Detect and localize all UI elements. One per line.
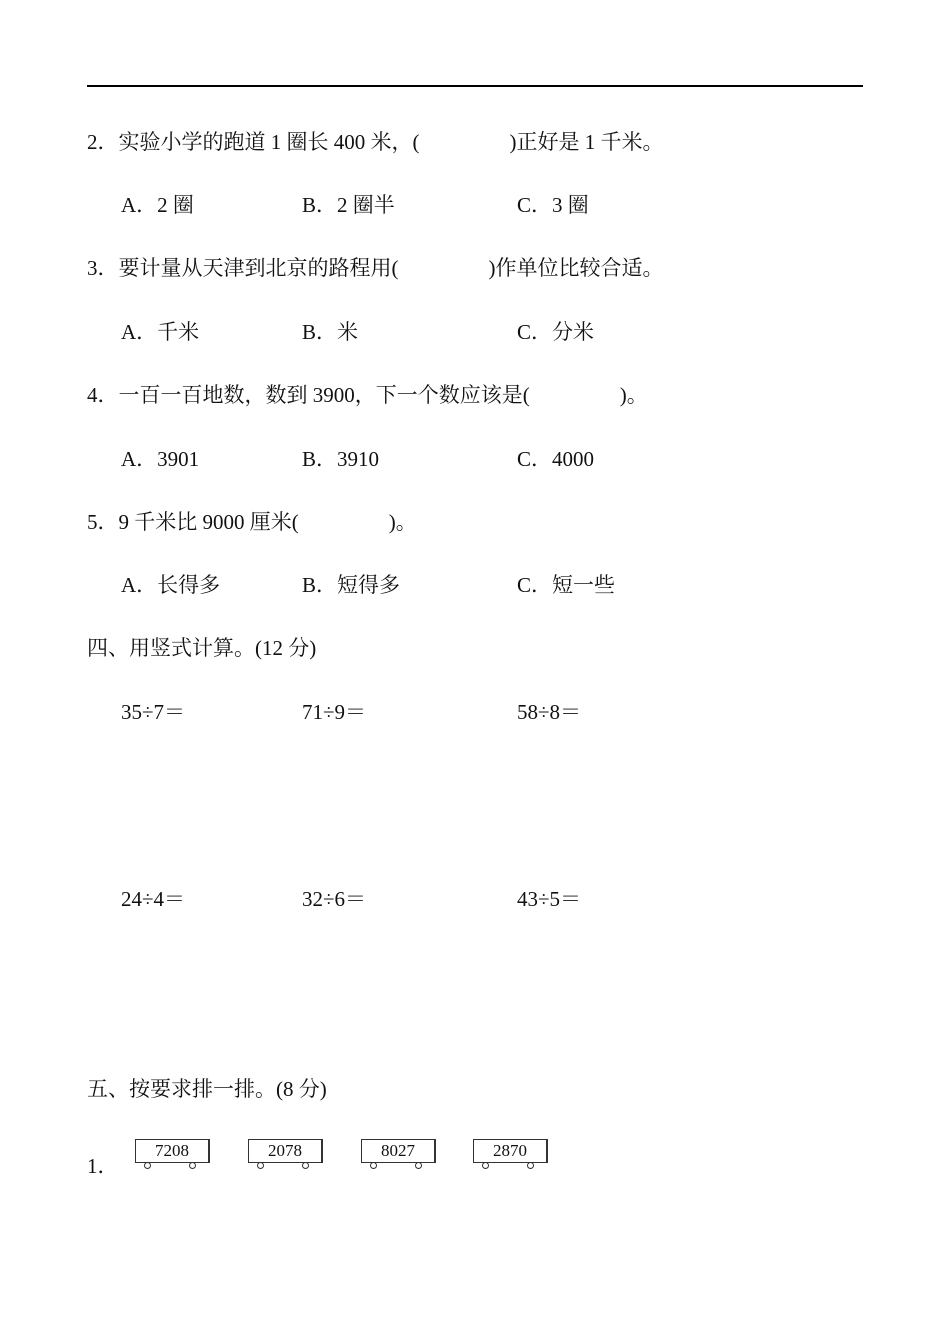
wheel-icon	[144, 1162, 151, 1169]
option-c[interactable]: C．4000	[517, 447, 595, 471]
option-c[interactable]: C．分米	[517, 320, 595, 344]
division-problem: 35÷7＝	[121, 700, 186, 724]
wheel-icon	[302, 1162, 309, 1169]
option-b[interactable]: B．米	[302, 320, 359, 344]
question-stem-before: 要计量从天津到北京的路程用(	[118, 256, 399, 280]
cart-number: 2078	[248, 1139, 323, 1163]
wheel-icon	[482, 1162, 489, 1169]
option-b[interactable]: B．3910	[302, 447, 380, 471]
division-problem: 32÷6＝	[302, 887, 367, 911]
option-b[interactable]: B．2 圈半	[302, 193, 395, 217]
division-problem: 58÷8＝	[517, 700, 582, 724]
section-5-title: 五、按要求排一排。(8 分)	[87, 1077, 327, 1101]
number-cart	[135, 1139, 209, 1169]
option-a[interactable]: A．长得多	[121, 573, 221, 597]
wheel-icon	[527, 1162, 534, 1169]
option-b[interactable]: B．短得多	[302, 573, 401, 597]
cart-number: 7208	[135, 1139, 210, 1163]
question-stem-after: )。	[388, 510, 417, 534]
cart-number: 2870	[473, 1139, 548, 1163]
question-number: 4．	[87, 383, 119, 407]
number-cart	[248, 1139, 322, 1169]
wheel-icon	[189, 1162, 196, 1169]
option-a[interactable]: A．3901	[121, 447, 200, 471]
division-problem: 24÷4＝	[121, 887, 186, 911]
option-c[interactable]: C．3 圈	[517, 193, 589, 217]
question-number: 3．	[87, 256, 119, 280]
question-number: 5．	[87, 510, 119, 534]
wheel-icon	[415, 1162, 422, 1169]
option-c[interactable]: C．短一些	[517, 573, 616, 597]
option-a[interactable]: A．千米	[121, 320, 200, 344]
item-number: 1．	[87, 1154, 119, 1178]
number-cart	[473, 1139, 547, 1169]
question-3	[87, 255, 664, 281]
question-2	[87, 129, 664, 155]
question-stem-after: )正好是 1 千米。	[509, 130, 664, 154]
option-a[interactable]: A．2 圈	[121, 193, 194, 217]
question-stem-before: 9 千米比 9000 厘米(	[118, 510, 299, 534]
question-stem-before: 一百一百地数，数到 3900，下一个数应该是(	[118, 383, 530, 407]
division-problem: 43÷5＝	[517, 887, 582, 911]
wheel-icon	[370, 1162, 377, 1169]
number-cart	[361, 1139, 435, 1169]
question-5	[87, 509, 417, 535]
section-4-title: 四、用竖式计算。(12 分)	[87, 636, 317, 660]
wheel-icon	[257, 1162, 264, 1169]
question-number: 2．	[87, 130, 119, 154]
question-stem-after: )作单位比较合适。	[488, 256, 664, 280]
header-rule	[87, 85, 863, 87]
question-stem-before: 实验小学的跑道 1 圈长 400 米，(	[118, 130, 420, 154]
cart-number: 8027	[361, 1139, 436, 1163]
question-4	[87, 382, 648, 408]
division-problem: 71÷9＝	[302, 700, 367, 724]
question-stem-after: )。	[619, 383, 648, 407]
